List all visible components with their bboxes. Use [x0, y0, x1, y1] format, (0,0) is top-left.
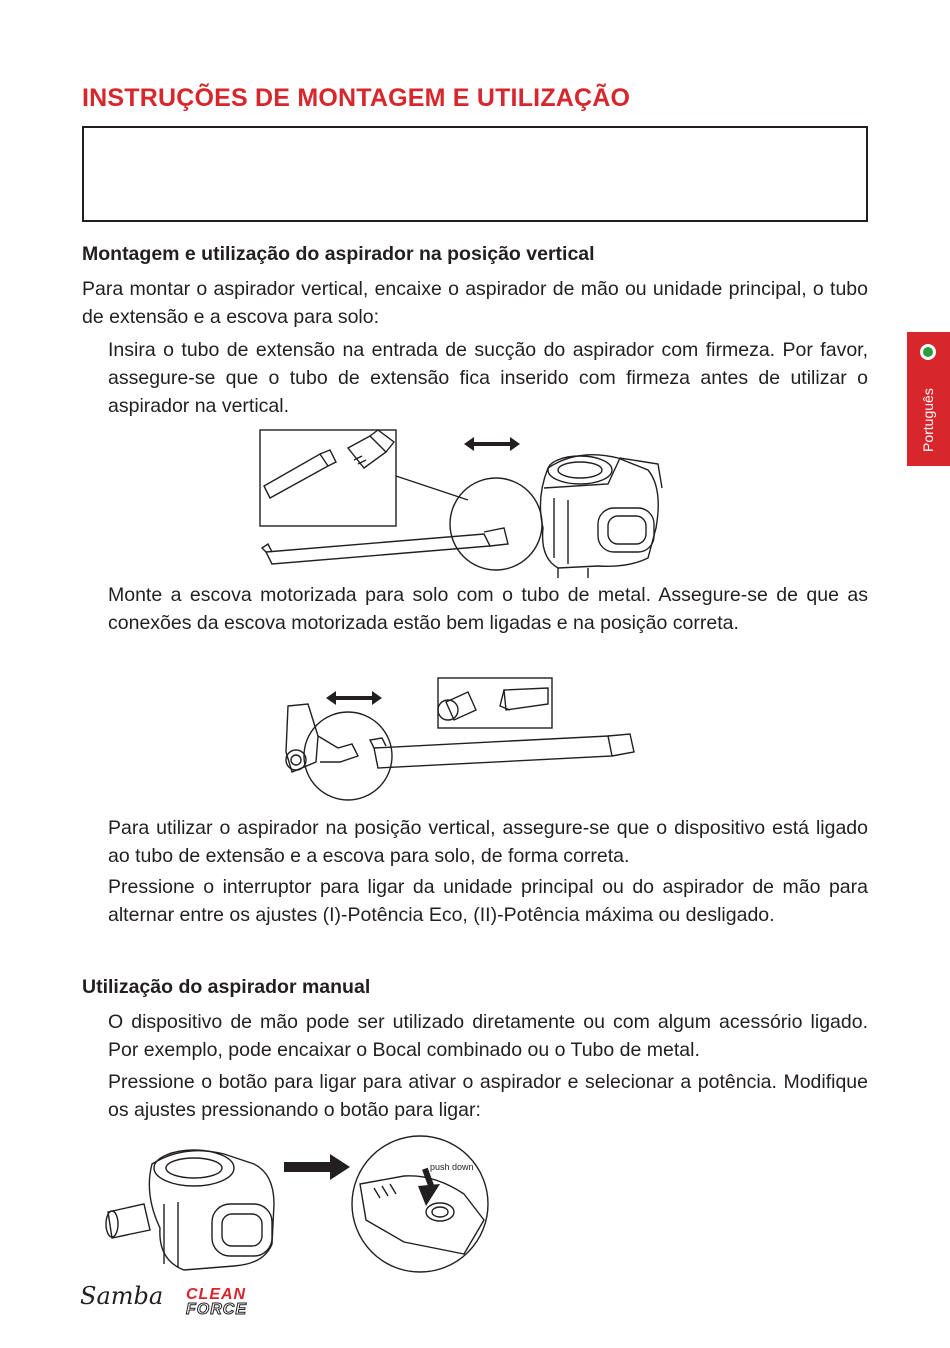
detail-circle	[352, 1136, 488, 1272]
empty-note-box	[82, 126, 868, 222]
detail-circle	[450, 478, 542, 570]
figure-handheld-power	[104, 1124, 494, 1280]
detail-circle	[304, 712, 392, 800]
samba-signature-logo: Samba	[80, 1282, 164, 1310]
double-arrow-icon	[464, 437, 520, 451]
figure-tube-insertion	[258, 428, 678, 584]
logo-line-force: FORCE	[186, 1301, 247, 1318]
step-insert-tube: Insira o tubo de extensão na entrada de sucção do aspirador com firmeza. Por favor, assegure-se que o tubo de extensão fica inserido com firmeza antes de utilizar o aspirador na vertical.	[108, 339, 868, 417]
step-mount-brush: Monte a escova motorizada para solo com o tubo de metal. Assegure-se de que as conexões da escova motorizada estão bem ligadas e na posição correta.	[108, 584, 868, 634]
intro-paragraph: Para montar o aspirador vertical, encaixe o aspirador de mão ou unidade principal, o tubo de extensão e a escova para solo:	[82, 278, 868, 328]
detail-inset-box	[260, 430, 396, 526]
arrow-down-icon	[418, 1168, 440, 1206]
section-heading-handheld: Utilização do aspirador manual	[82, 976, 371, 998]
step-use-vertical: Para utilizar o aspirador na posição vertical, assegure-se que o dispositivo está ligado ao tubo de extensão e a escova para solo, de forma correta.	[108, 817, 868, 867]
figure-brush-assembly	[278, 676, 644, 802]
handheld-step-usage: O dispositivo de mão pode ser utilizado diretamente ou com algum acessório ligado. Por exemplo, pode encaixar o Bocal combinado ou o Tubo de metal.	[108, 1011, 868, 1061]
handheld-step-power: Pressione o botão para ligar para ativar o aspirador e selecionar a potência. Modifique os ajustes pressionando o botão para ligar:	[108, 1071, 868, 1121]
logo-line-clean: CLEAN	[186, 1286, 247, 1303]
section-heading-vertical: Montagem e utilização do aspirador na posição vertical	[82, 243, 595, 265]
arrow-right-icon	[284, 1154, 350, 1180]
double-arrow-icon	[326, 691, 382, 705]
page-title: INSTRUÇÕES DE MONTAGEM E UTILIZAÇÃO	[82, 84, 631, 112]
step-power-switch: Pressione o interruptor para ligar da unidade principal ou do aspirador de mão para alternar entre os ajustes (I)-Potência Eco, (II)-Potência máxima ou desligado.	[108, 876, 868, 926]
language-tab	[907, 332, 950, 466]
push-down-label: push down	[430, 1162, 474, 1172]
language-tab-label: Português	[920, 388, 936, 452]
clean-force-logo	[186, 1288, 247, 1317]
